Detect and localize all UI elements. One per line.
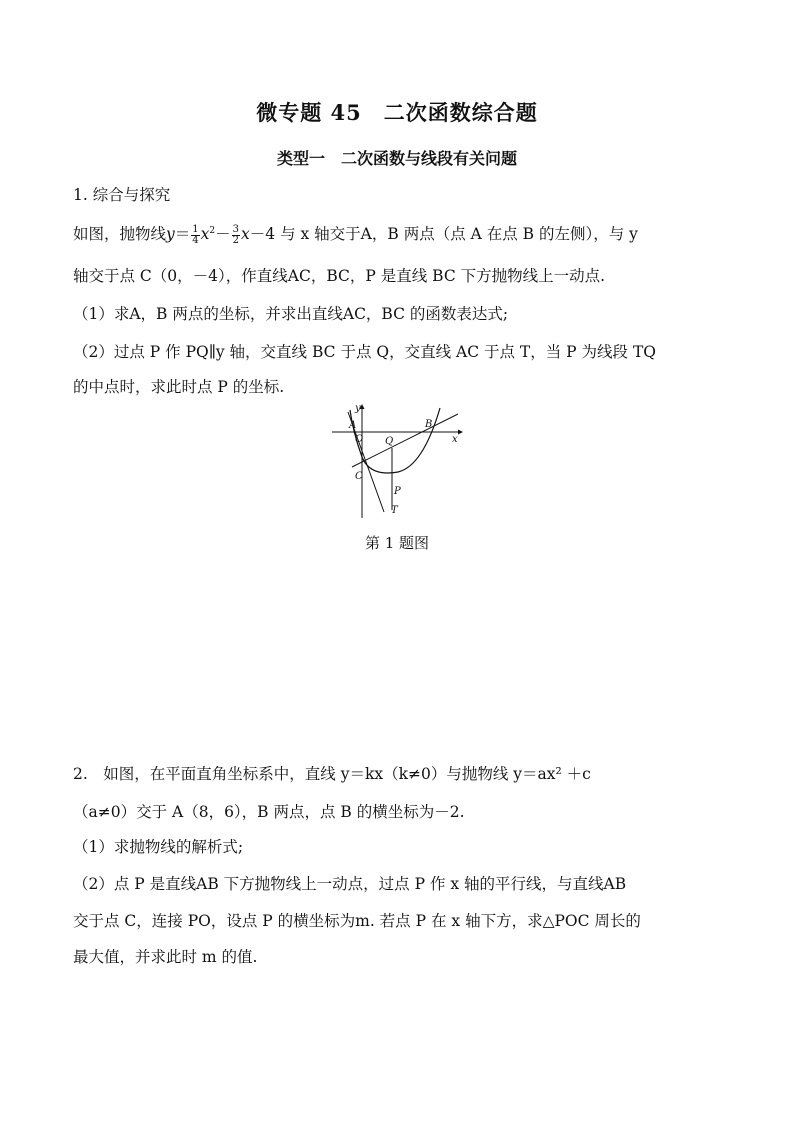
label-b: B <box>425 419 433 430</box>
q1-heading: 1. 综合与探究 <box>73 186 171 204</box>
page-title: 微专题 45 二次函数综合题 <box>256 100 538 125</box>
x-axis-arrow <box>458 430 463 435</box>
q2-line-2: （a≠0）交于 A（8，6），B 两点，点 B 的横坐标为－2. <box>73 803 465 821</box>
q1-fraction-1-num: 1 <box>192 223 199 235</box>
q1-line-1: 如图，抛物线y＝ $\frac{1}{4}$ $x^2-$ $\frac{3}{2}$ x－4 与 x 轴交于A，B 两点（点 A 在点 B 的左侧），与 y <box>73 223 638 246</box>
figure-caption: 第 1 题图 <box>364 534 430 552</box>
line-bc <box>352 414 458 467</box>
q1-fraction-1-den: 4 <box>192 234 199 246</box>
q1-part-1: （1）求A，B 两点的坐标，并求出直线AC，BC 的函数表达式; <box>73 305 509 323</box>
q1-fraction-1 <box>191 225 199 246</box>
label-a: A <box>349 420 357 431</box>
q2-part-1: （1）求抛物线的解析式; <box>73 838 244 856</box>
q1-fraction-2-den: 2 <box>232 234 240 246</box>
q1-part-2-cont: 的中点时，求此时点 P 的坐标. <box>73 378 285 396</box>
q1-fraction-2-num: 3 <box>232 223 240 235</box>
label-p: P <box>394 486 401 497</box>
label-q: Q <box>385 436 394 447</box>
label-t: T <box>391 505 398 516</box>
label-x: x <box>452 434 458 445</box>
q1-var-x: x <box>241 225 250 243</box>
q1-minus: － <box>215 225 231 243</box>
q1-var-y: y <box>166 225 175 243</box>
q1-var-x2: x <box>200 225 210 243</box>
label-y: y <box>355 403 361 414</box>
q1-equals: ＝ <box>174 225 191 243</box>
q1-figure <box>330 402 465 520</box>
q2-part-2-cont-1: 交于点 C，连接 PO，设点 P 的横坐标为m. 若点 P 在 x 轴下方，求△POC 周长的 <box>73 912 641 930</box>
parabola-curve <box>350 408 440 473</box>
q1-line-1-prefix: 如图，抛物线 <box>73 225 167 243</box>
q2-part-2: （2）点 P 是直线AB 下方抛物线上一动点，过点 P 作 x 轴的平行线，与直线AB <box>73 875 627 893</box>
q1-fraction-2 <box>232 225 240 246</box>
section-subtitle: 类型一 二次函数与线段有关问题 <box>276 149 517 168</box>
q1-part-2: （2）过点 P 作 PQ∥y 轴，交直线 BC 于点 Q，交直线 AC 于点 T，当 P 为线段 TQ <box>73 343 657 361</box>
q2-line-1: 2. 如图，在平面直角坐标系中，直线 y＝kx（k≠0）与抛物线 y＝ax² ＋c <box>73 765 591 783</box>
q1-line-1-suffix: －4 与 x 轴交于A，B 两点（点 A 在点 B 的左侧），与 y <box>249 225 638 243</box>
q1-line-2: 轴交于点 C（0，－4），作直线AC，BC，P 是直线 BC 下方抛物线上一动点. <box>73 267 606 285</box>
label-c: C <box>355 471 363 482</box>
q2-part-2-cont-2: 最大值，并求此时 m 的值. <box>73 948 258 966</box>
label-o: O <box>355 434 364 445</box>
